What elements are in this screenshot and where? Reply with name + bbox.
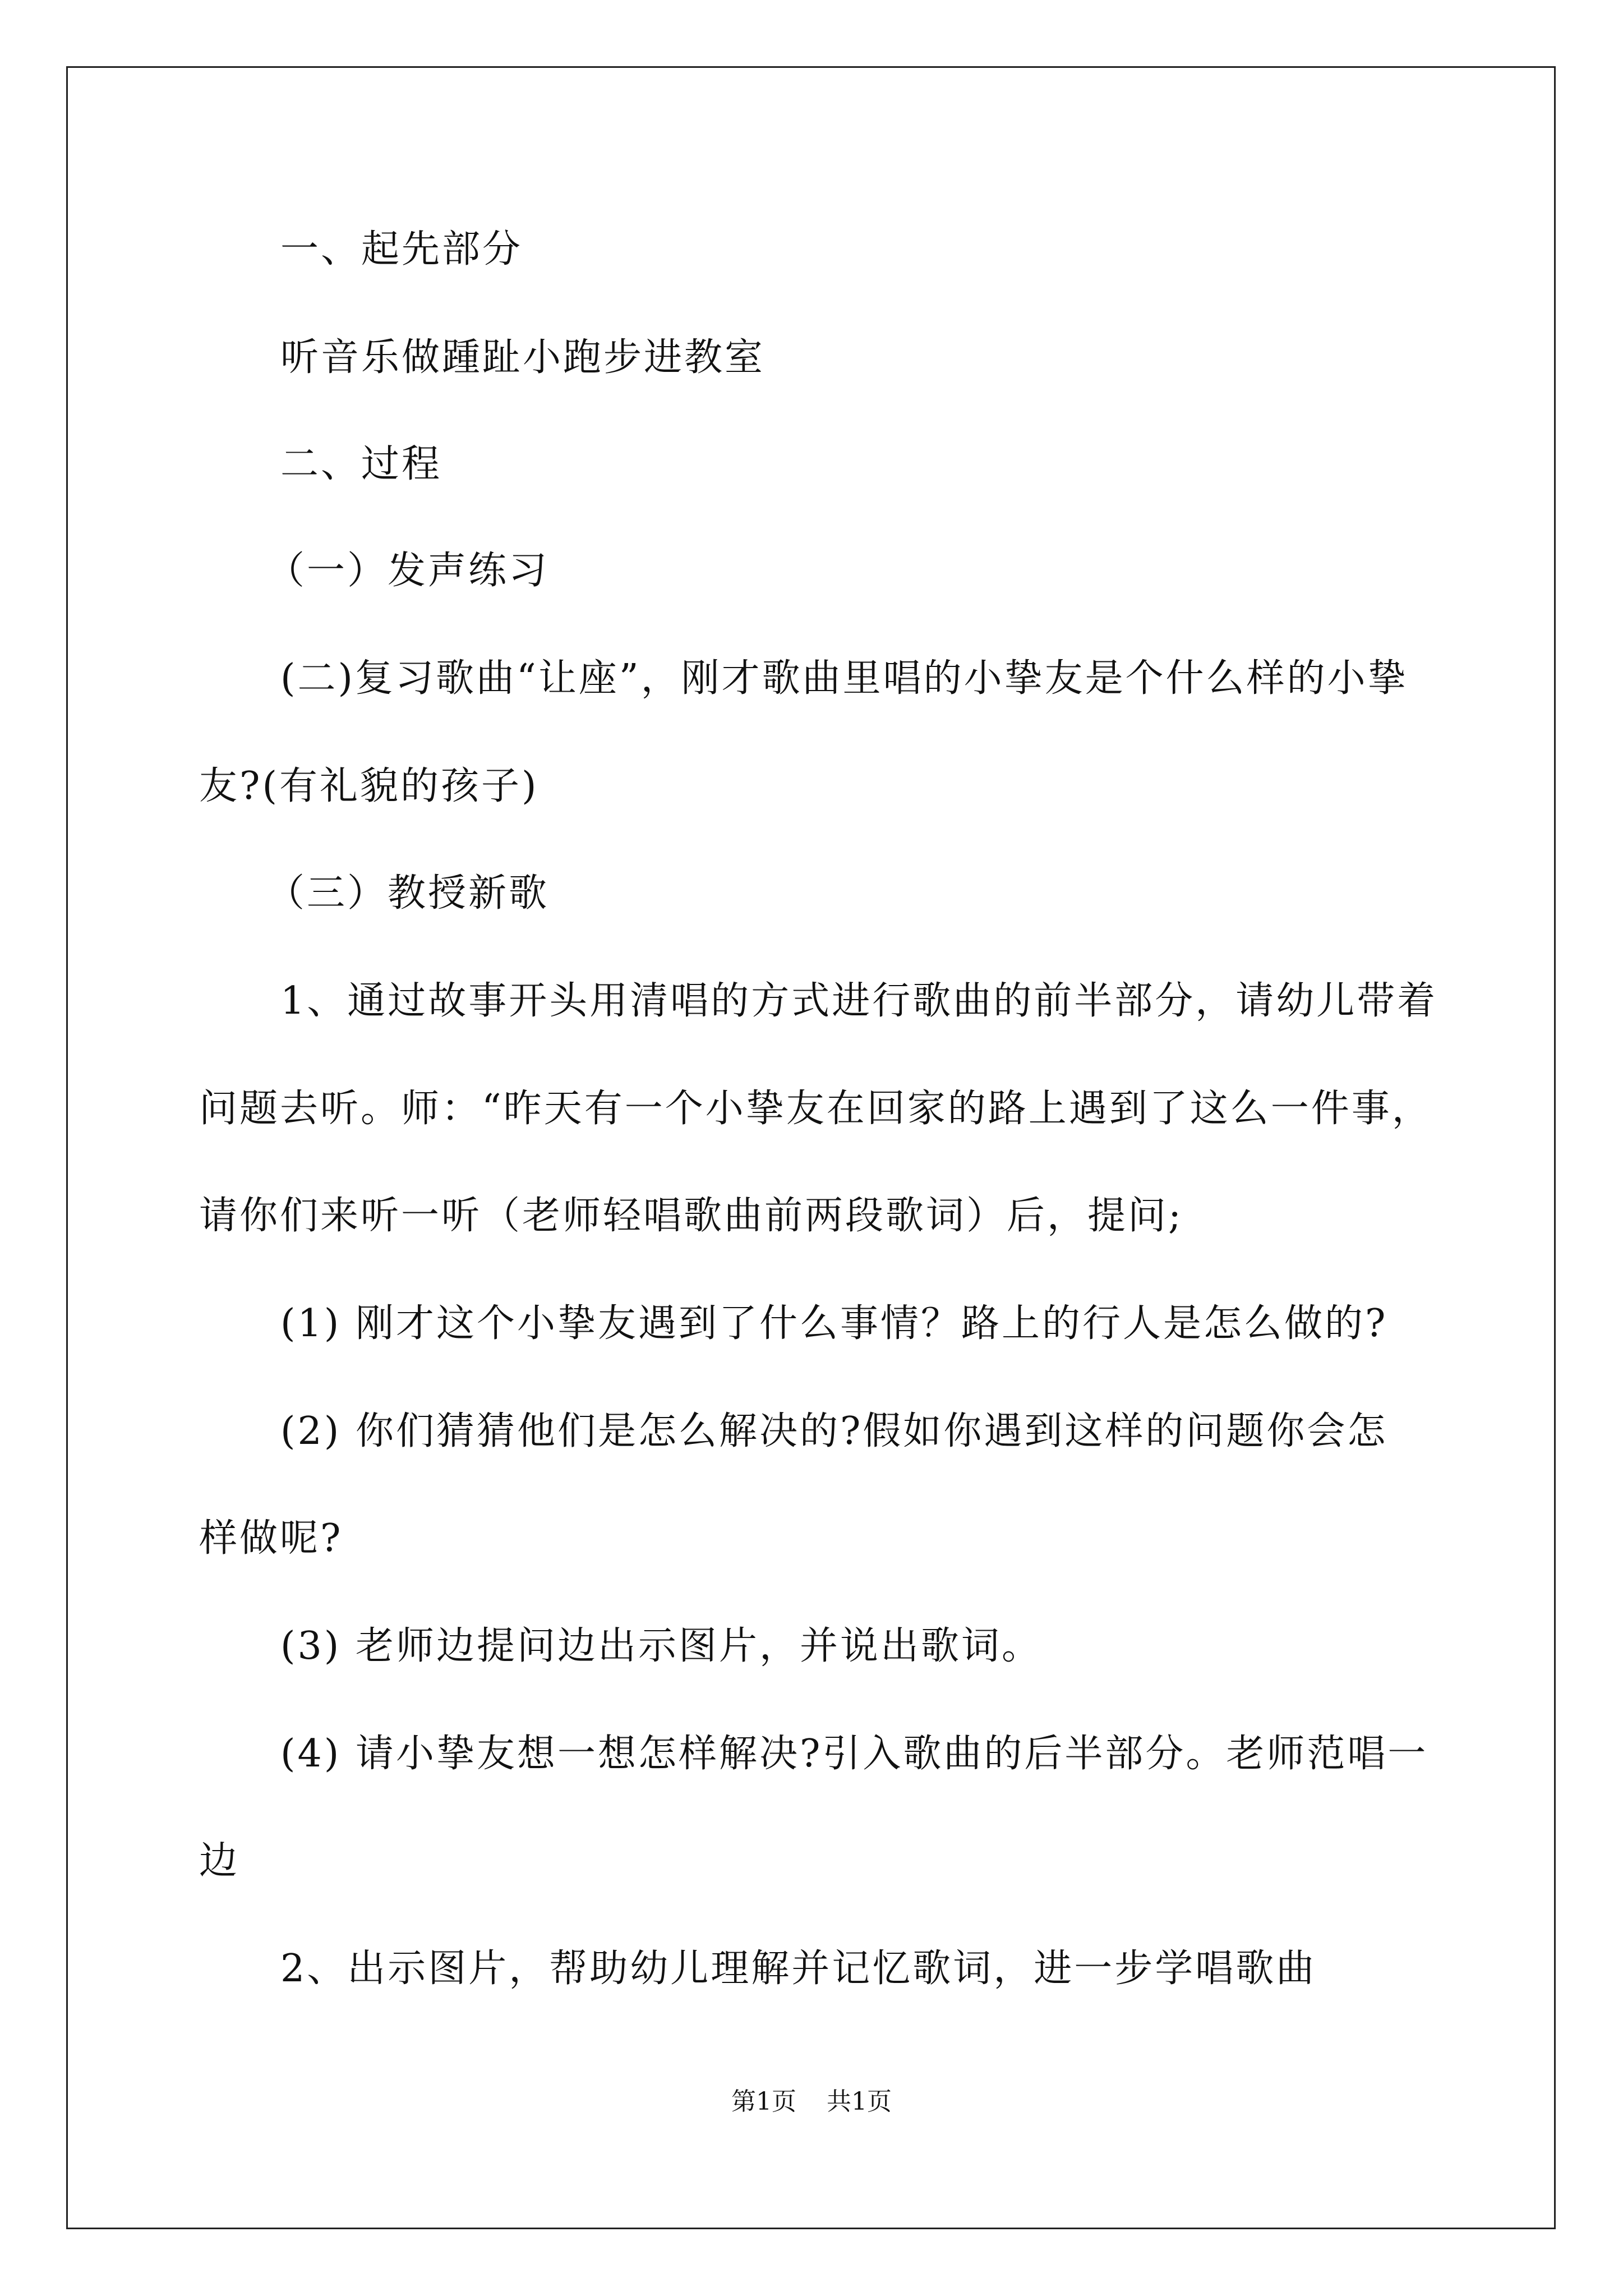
paragraph-enter-classroom: 听音乐做踵趾小跑步进教室: [280, 335, 766, 380]
step-4-line2: 边: [199, 1839, 240, 1883]
question-2-line2: 样做呢?: [199, 1516, 343, 1561]
paragraph-story-line2: 问题去听。师：“昨天有一个小挚友在回家的路上遇到了这么一件事，: [199, 1087, 1432, 1131]
page-footer: [0, 2087, 1623, 2117]
heading-opening: 一、起先部分: [280, 227, 523, 272]
heading-vocal-practice: （一）发声练习: [266, 549, 550, 593]
paragraph-story-line1: 1、通过故事开头用清唱的方式进行歌曲的前半部分，请幼儿带着: [280, 979, 1438, 1023]
paragraph-show-pictures: 2、出示图片，帮助幼儿理解并记忆歌词，进一步学唱歌曲: [280, 1947, 1317, 1991]
heading-teach-new-song: （三）教授新歌: [266, 871, 550, 915]
page-number-current: 第1页: [731, 2087, 796, 2116]
question-1: (1) 刚才这个小挚友遇到了什么事情？路上的行人是怎么做的?: [280, 1301, 1388, 1346]
step-3: (3) 老师边提问边出示图片，并说出歌词。: [280, 1624, 1042, 1668]
paragraph-story-line3: 请你们来听一听（老师轻唱歌曲前两段歌词）后，提问;: [199, 1194, 1183, 1238]
paragraph-review-song-line1: (二)复习歌曲“让座”，刚才歌曲里唱的小挚友是个什么样的小挚: [280, 656, 1408, 701]
paragraph-review-song-line2: 友?(有礼貌的孩子): [199, 764, 539, 808]
question-2-line1: (2) 你们猜猜他们是怎么解决的?假如你遇到这样的问题你会怎: [280, 1409, 1388, 1453]
heading-process: 二、过程: [280, 442, 442, 486]
step-4-line1: (4) 请小挚友想一想怎样解决?引入歌曲的后半部分。老师范唱一: [280, 1732, 1428, 1776]
page-number-total: 共1页: [827, 2087, 892, 2116]
page-border: [66, 66, 1556, 2229]
